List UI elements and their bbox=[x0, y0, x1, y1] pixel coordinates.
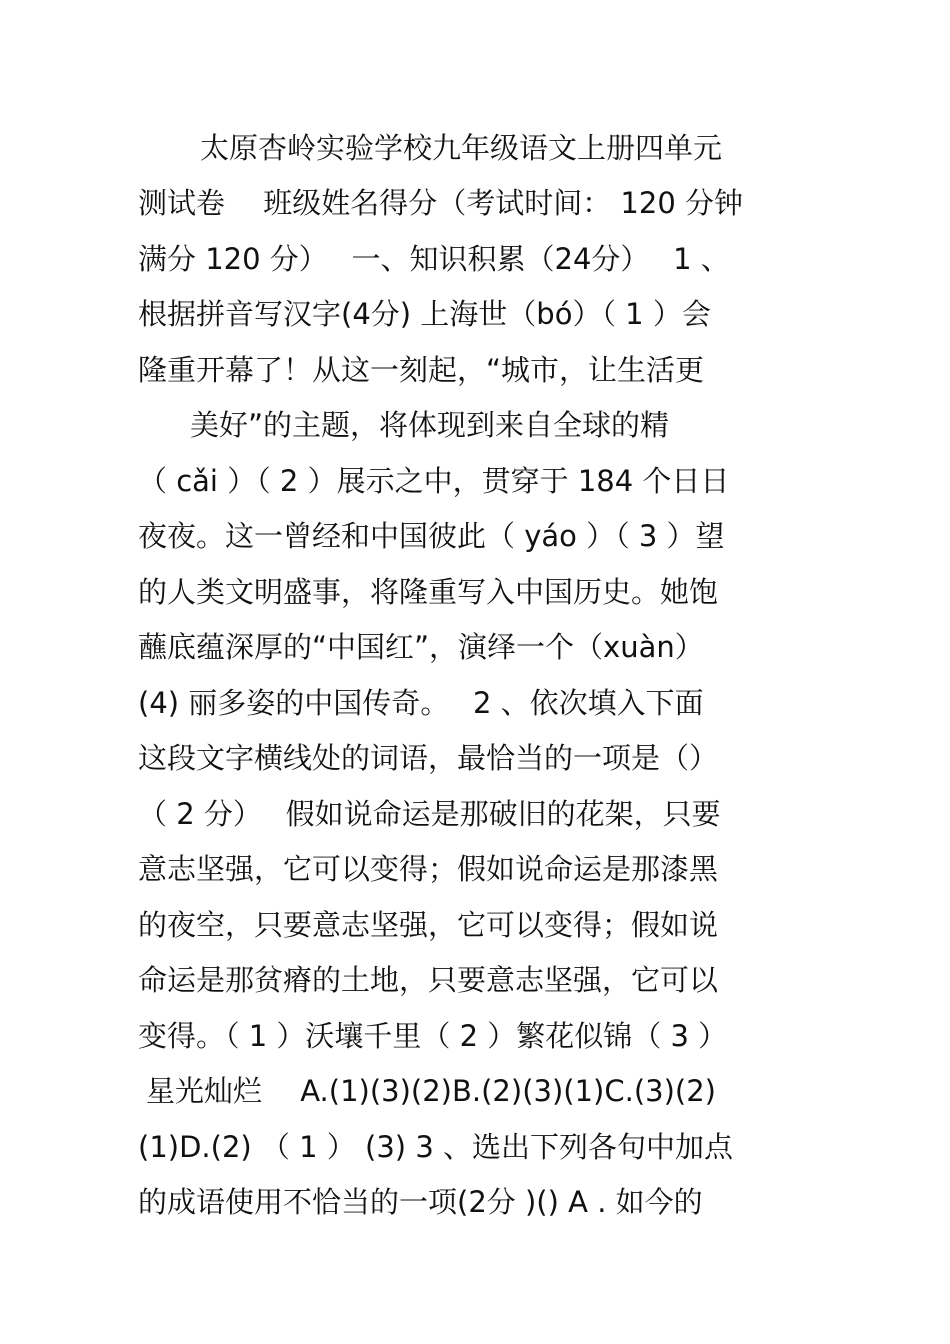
text-line: 命运是那贫瘠的土地，只要意志坚强，它可以 bbox=[138, 963, 719, 997]
text-line: 满分 120 分） 一、知识积累（24分） 1 、 bbox=[138, 242, 730, 276]
text-line: (4) 丽多姿的中国传奇。 2 、依次填入下面 bbox=[138, 686, 704, 720]
title-line: 太原杏岭实验学校九年级语文上册四单元 bbox=[200, 131, 723, 165]
text-line: 夜夜。这一曾经和中国彼此（ yáo ）（ 3 ）望 bbox=[138, 519, 725, 553]
text-line: 变得。（ 1 ）沃壤千里（ 2 ）繁花似锦（ 3 ） bbox=[138, 1019, 728, 1053]
text-line: 的夜空，只要意志坚强，它可以变得；假如说 bbox=[138, 908, 719, 942]
text-line: 的人类文明盛事，将隆重写入中国历史。她饱 bbox=[138, 575, 719, 609]
text-line: 隆重开幕了！从这一刻起，“城市，让生活更 bbox=[138, 353, 705, 387]
text-line: 蘸底蕴深厚的“中国红”，演绎一个（xuàn） bbox=[138, 630, 704, 664]
text-line: （ cǎi ）（ 2 ）展示之中，贯穿于 184 个日日 bbox=[138, 464, 730, 498]
text-line: 星光灿烂 A.(1)(3)(2)B.(2)(3)(1)C.(3)(2) bbox=[146, 1074, 716, 1108]
text-line: 测试卷 班级姓名得分（考试时间： 120 分钟 bbox=[138, 186, 744, 220]
text-line: (1)D.(2) （ 1 ） (3) 3 、选出下列各句中加点 bbox=[138, 1130, 733, 1164]
text-line: （ 2 分） 假如说命运是那破旧的花架，只要 bbox=[138, 797, 721, 831]
text-line: 的成语使用不恰当的一项(2分 )() A . 如今的 bbox=[138, 1185, 703, 1219]
text-line: 根据拼音写汉字(4分) 上海世（bó）（ 1 ）会 bbox=[138, 297, 711, 331]
text-line: 这段文字横线处的词语，最恰当的一项是（） bbox=[138, 741, 719, 775]
text-line: 美好”的主题，将体现到来自全球的精 bbox=[190, 408, 670, 442]
text-line: 意志坚强，它可以变得；假如说命运是那漆黑 bbox=[138, 852, 719, 886]
